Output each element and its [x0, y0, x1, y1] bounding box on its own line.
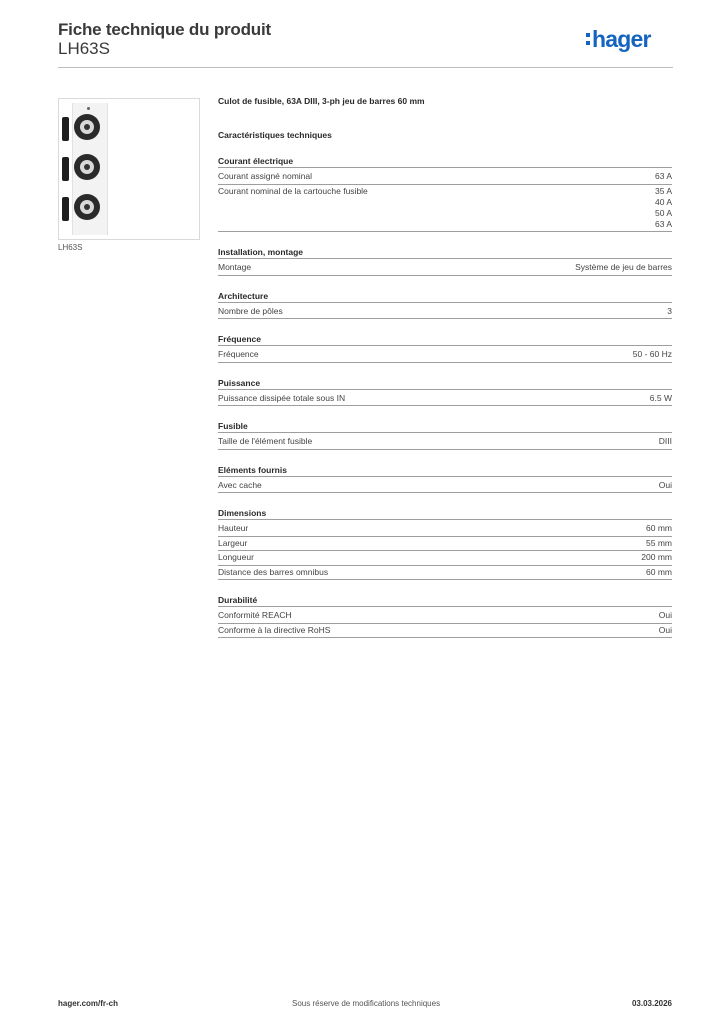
row-divider — [218, 637, 672, 638]
spec-value — [646, 523, 672, 534]
spec-value — [659, 480, 672, 491]
spec-label: Avec cache — [218, 479, 262, 490]
spec-value — [633, 349, 672, 360]
indicator-dot — [87, 107, 90, 110]
category-title: Durabilité — [218, 595, 258, 605]
spec-value-line: 3 — [667, 305, 672, 316]
logo-dots-icon — [586, 33, 590, 49]
row-divider — [218, 565, 672, 566]
spec-value — [646, 567, 672, 578]
spec-value-line: DIII — [658, 436, 672, 446]
footer-disclaimer: Sous réserve de modifications techniques — [292, 999, 441, 1008]
spec-value-line: 50 - 60 Hz — [632, 349, 672, 359]
spec-label: Montage — [218, 262, 252, 272]
page-title: Fiche technique du produit — [58, 20, 271, 39]
spec-value-line: 35 A — [654, 185, 672, 196]
spec-label: Longueur — [218, 552, 254, 562]
category-title: Courant électrique — [218, 156, 294, 166]
spec-value-line: 50 A — [654, 207, 672, 218]
spec-value — [659, 436, 672, 447]
spec-label: Conforme à la directive RoHS — [218, 624, 331, 635]
spec-value — [575, 262, 672, 273]
spec-row — [218, 186, 672, 234]
fuse-holder-icon — [71, 111, 105, 145]
row-divider — [218, 536, 672, 537]
hager-logo[interactable] — [592, 28, 651, 51]
spec-label: Puissance dissipée totale sous IN — [218, 392, 346, 403]
category-title: Architecture — [218, 290, 269, 301]
category-divider — [218, 345, 672, 346]
spec-value — [655, 171, 672, 182]
logo-text: hager — [592, 26, 651, 52]
spec-value — [667, 306, 672, 317]
row-divider — [218, 362, 672, 363]
spec-value-line: Système de jeu de barres — [575, 262, 672, 272]
spec-value-line: 60 mm — [646, 566, 672, 577]
category-title: Dimensions — [218, 508, 267, 518]
product-description: Culot de fusible, 63A DIII, 3-ph jeu de barres 60 mm — [218, 96, 425, 106]
spec-value-line: Oui — [658, 479, 672, 490]
spec-label: Conformité REACH — [218, 610, 292, 620]
category-divider — [218, 519, 672, 520]
row-divider — [218, 318, 672, 319]
spec-value-line: Oui — [658, 624, 672, 635]
spec-value-line: 40 A — [654, 196, 672, 207]
category-title: Fusible — [218, 421, 248, 431]
spec-label: Courant nominal de la cartouche fusible — [218, 185, 368, 196]
spec-value-line: 6.5 W — [649, 392, 672, 403]
specs-heading: Caractéristiques techniques — [218, 130, 332, 140]
spec-label: Nombre de pôles — [218, 305, 283, 316]
row-divider — [218, 275, 672, 276]
spec-value-line: Oui — [658, 610, 672, 620]
spec-value — [641, 552, 672, 563]
row-divider — [218, 550, 672, 551]
category-divider — [218, 258, 672, 259]
fuse-holder-icon — [71, 191, 105, 225]
row-divider — [218, 579, 672, 580]
spec-value-line: 63 A — [654, 218, 672, 229]
image-caption: LH63S — [58, 243, 83, 252]
category-divider — [218, 167, 672, 168]
header-divider — [58, 67, 673, 68]
spec-value-line: 200 mm — [641, 552, 672, 562]
category-divider — [218, 389, 672, 390]
spec-label: Courant assigné nominal — [218, 171, 313, 181]
spec-label: Distance des barres omnibus — [218, 566, 329, 577]
row-divider — [218, 405, 672, 406]
row-divider — [218, 231, 672, 232]
product-image — [58, 98, 200, 240]
category-title: Puissance — [218, 377, 261, 388]
category-title: Eléments fournis — [218, 464, 287, 475]
spec-label: Taille de l'élément fusible — [218, 436, 313, 446]
category-divider — [218, 302, 672, 303]
row-divider — [218, 623, 672, 624]
spec-value-line: 55 mm — [646, 537, 672, 548]
spec-value-line: 63 A — [654, 171, 672, 181]
fuse-holder-icon — [71, 151, 105, 185]
product-reference: LH63S — [58, 39, 110, 58]
row-divider — [218, 492, 672, 493]
category-divider — [218, 476, 672, 477]
spec-content — [218, 96, 672, 635]
category-title: Installation, montage — [218, 247, 304, 257]
footer-date: 03.03.2026 — [631, 999, 672, 1008]
spec-label: Hauteur — [218, 523, 249, 533]
spec-value — [646, 538, 672, 549]
category-divider — [218, 432, 672, 433]
row-divider — [218, 184, 672, 185]
spec-value — [659, 610, 672, 621]
category-title: Fréquence — [218, 334, 261, 344]
spec-value-line: 60 mm — [646, 523, 672, 533]
row-divider — [218, 449, 672, 450]
spec-label: Fréquence — [218, 349, 259, 359]
spec-value — [655, 186, 672, 230]
spec-value — [659, 625, 672, 636]
spec-label: Largeur — [218, 537, 248, 548]
footer-website-link[interactable]: hager.com/fr-ch — [58, 999, 119, 1008]
category-divider — [218, 606, 672, 607]
spec-value — [650, 393, 672, 404]
